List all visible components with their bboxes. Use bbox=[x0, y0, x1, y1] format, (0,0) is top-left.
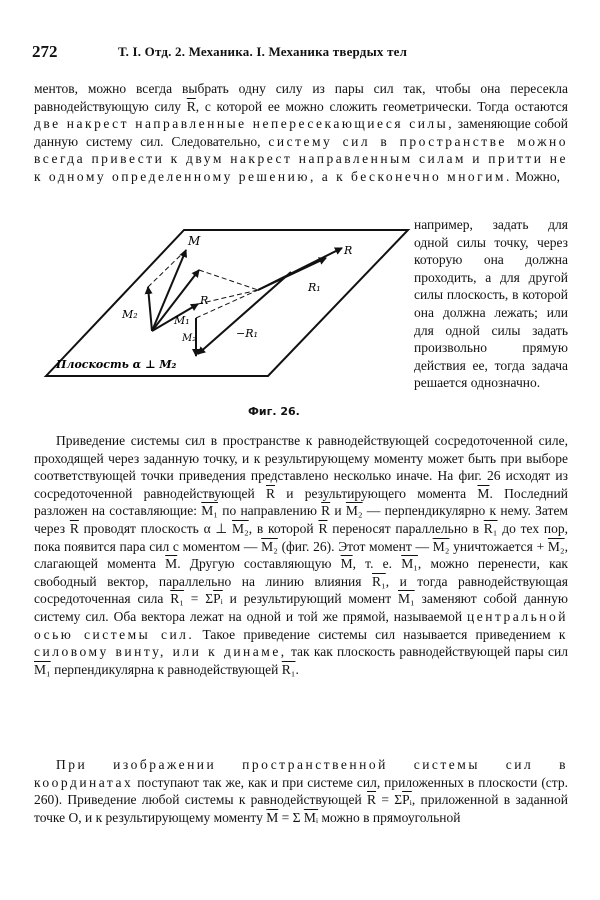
label-R1: R₁ bbox=[308, 281, 321, 294]
text-run: переносят параллельно в bbox=[327, 520, 484, 536]
dashed-M-M2 bbox=[148, 250, 186, 287]
dashed-M1-top bbox=[199, 270, 258, 290]
text-run: ментов, можно всегда выбрать одну силу из пары сил так, чтобы она пересекла равнодействующую силу bbox=[34, 81, 568, 114]
figure-26 bbox=[36, 218, 412, 448]
text-run: R₁ bbox=[281, 661, 296, 677]
label-minus-R1: −R₁ bbox=[236, 327, 258, 340]
text-run: систему сил в пространстве можно всегда привести к двум накрест направленным силам и притти не к одному определенному решению, а к бесконечно многим. bbox=[34, 133, 568, 184]
text-run: . bbox=[295, 661, 299, 677]
text-run: , можно перенести, как свободный вектор, параллельно на линию влияния bbox=[34, 556, 568, 589]
text-run: и bbox=[330, 503, 346, 519]
text-run: При изображении пространственной системы сил в координатах bbox=[34, 757, 568, 790]
text-run: — перпендикулярно к нему. Затем через bbox=[34, 503, 568, 536]
text-run: уничтожается + bbox=[449, 538, 548, 554]
page-number: 272 bbox=[32, 42, 58, 61]
text-run: $\overline{R}$ bbox=[265, 485, 275, 501]
label-R: R bbox=[200, 294, 209, 307]
figure-26-drawing bbox=[36, 218, 412, 448]
text-run: $\overline{Pᵢ}$ bbox=[402, 792, 412, 808]
text-run: . Последний разложен на составляющие: bbox=[34, 485, 568, 519]
page-header bbox=[32, 40, 568, 66]
text-run: Можно, bbox=[511, 168, 560, 184]
figure-caption: Фиг. 26. bbox=[248, 405, 300, 418]
paragraph-2 bbox=[34, 432, 568, 678]
text-run: , приложенной в заданной точке O, и к результирующему моменту bbox=[34, 792, 568, 825]
sidebar-paragraph: например, задать для одной силы точку, через которую она должна проходить, а для другой силы плоскость, в которой она должна лежать; или для одной силы задать произвольно прямую действия ее, тогда задача решается однозначно. bbox=[414, 217, 568, 391]
text-run: , слагающей момента bbox=[34, 538, 568, 572]
text-run: . Другую составляющую bbox=[177, 556, 341, 572]
text-run: $\overline{M}$ bbox=[340, 556, 353, 572]
text-run: , и тогда равнодействующая сосредоточенная сила bbox=[34, 573, 568, 607]
text-run: $\overline{R}$ bbox=[367, 792, 377, 808]
text-run: $\overline{M}$ bbox=[165, 556, 178, 572]
label-M1: M₁ bbox=[174, 314, 190, 327]
text-run: = Σ bbox=[278, 809, 304, 825]
text-run: проводят плоскость α ⊥ bbox=[78, 520, 232, 536]
text-run: = Σ bbox=[376, 792, 403, 808]
text-run: , т. е. bbox=[352, 556, 402, 572]
text-run: , в которой bbox=[248, 520, 319, 536]
text-run: заменяют собой данную систему сил. Оба вектора лежат на одной и той же прямой, называемой bbox=[34, 591, 568, 624]
text-run: M₂ bbox=[345, 503, 363, 519]
plane-label: Плоскость α ⊥ M₂ bbox=[56, 358, 177, 371]
text-run: R₁ bbox=[483, 520, 498, 536]
paragraph-3 bbox=[34, 756, 568, 826]
text-run: $\overline{R}$ bbox=[321, 503, 331, 519]
vector-minus-R1 bbox=[198, 272, 291, 354]
vector-M2 bbox=[148, 287, 152, 331]
text-run: M₁ bbox=[397, 591, 415, 607]
text-run: M₂ bbox=[261, 538, 278, 554]
label-M: M bbox=[188, 234, 201, 248]
text-run: и результирующего момента bbox=[274, 485, 478, 501]
label-M2b: M₂ bbox=[182, 333, 197, 344]
text-run: Приведение системы сил в пространстве к равнодействующей сосредоточенной силе, проходящей через заданную точку, и к результирующему моменту может быть при выборе соответствующей точки приведения представлено несколько иначе. На фиг. 26 исходят из сосредоточенной равнодействующей bbox=[34, 433, 568, 501]
plane-alpha bbox=[46, 230, 408, 376]
text-run: M₂ bbox=[547, 538, 565, 554]
text-run: так как плоскость равнодействующей пары сил bbox=[286, 644, 568, 660]
text-run: можно в прямоугольной bbox=[318, 809, 461, 825]
text-run: , с которой ее можно сложить геометрически. Тогда остаются bbox=[195, 98, 568, 114]
running-title: Т. I. Отд. 2. Механика. I. Механика твердых тел bbox=[118, 44, 408, 59]
text-run: $\overline{Mᵢ}$ bbox=[303, 809, 319, 825]
text-run: R₁ bbox=[170, 591, 184, 607]
text-run: R₁ bbox=[371, 573, 386, 589]
text-run: $\overline{Pᵢ}$ bbox=[213, 591, 223, 607]
text-run: M₁ bbox=[201, 503, 218, 519]
text-run: (фиг. 26). Этот момент — bbox=[277, 538, 433, 554]
text-run: заменяющие собой данную систему сил. Следовательно, bbox=[34, 116, 568, 149]
text-run: центральной осью системы сил. bbox=[34, 608, 568, 642]
text-run: M₁ bbox=[401, 556, 418, 572]
text-run: поступают так же, как и при системе сил, приложенных в плоскости (стр. 260). Приведение любой системы к равнодействующей bbox=[34, 774, 568, 808]
text-run: M₂ bbox=[432, 538, 450, 554]
text-run: $\overline{R}$ bbox=[318, 520, 328, 536]
vector-R-top bbox=[258, 248, 342, 290]
label-R-top: R bbox=[344, 244, 353, 257]
text-run: две накрест направленные непересекающиеся силы, bbox=[34, 116, 455, 132]
text-run: Такое приведение системы сил называется приведением bbox=[194, 626, 559, 642]
text-run: $\overline{M}$ bbox=[266, 809, 279, 825]
text-run: до тех пор, пока появится пара сил с моментом — bbox=[34, 520, 568, 554]
text-run: $\overline{R}$ bbox=[186, 98, 196, 114]
text-run: по направлению bbox=[217, 503, 322, 519]
text-run: M₁ bbox=[34, 661, 51, 677]
label-M2: M₂ bbox=[122, 308, 138, 321]
text-run: $\overline{M}$ bbox=[477, 485, 490, 501]
text-run: = Σ bbox=[183, 591, 214, 607]
paragraph-1 bbox=[34, 80, 568, 186]
text-run: перпендикулярна к равнодействующей bbox=[50, 661, 282, 677]
text-run: $\overline{R}$ bbox=[69, 520, 79, 536]
text-run: к силовому винту, или к динаме, bbox=[34, 626, 568, 660]
text-run: и результирующий момент bbox=[222, 591, 398, 607]
text-run: M₂ bbox=[231, 520, 249, 536]
